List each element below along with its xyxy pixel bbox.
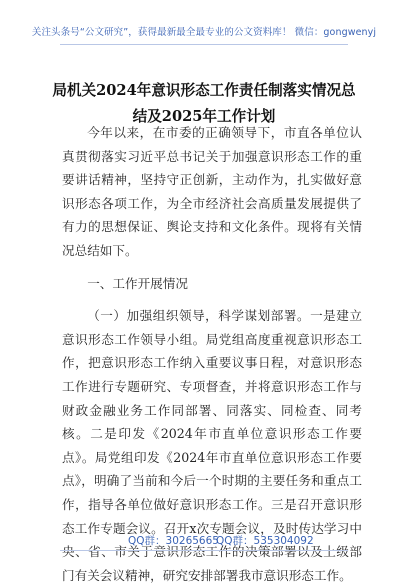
body-paragraph: （一）加强组织领导，科学谋划部署。一是建立意识形态工作领导小组。局党组高度重视意识形态工作，把意识形态工作纳入重要议事日程，对意识形态工作进行专题研究、专项督查，并将意识形态工作与财政金融业务工作同部署、同落实、同检查、同考核。二是印发《2024年市直单位意识形态工作要点》。局党组印发《2024年市直单位意识形态工作要点》，明确了当前和今后一个时期的主要任务和重点工作，指导各单位做好意识形态工作。三是召开意识形态工作专题会议。召开x次专题会议，及时传达学习中央、省、市关于意识形态工作的决策部署以及上级部门有关会议精神，研究安排部署我市意识形态工作。 xyxy=(62,308,362,583)
document-body xyxy=(62,121,362,587)
footer-divider xyxy=(60,550,348,551)
footer-qq-group-1: QQ群：30265665 xyxy=(128,535,219,547)
section-heading: 一、工作开展情况 xyxy=(87,275,188,291)
header-divider xyxy=(60,44,348,45)
intro-paragraph: 今年以来，在市委的正确领导下，市直各单位认真贯彻落实习近平总书记关于加强意识形态工作的重要讲话精神，坚持守正创新，主动作为，扎实做好意识形态各项工作，为全市经济社会高质量发展提供了有力的思想保证、舆论支持和文化条件。现将有关情况总结如下。 xyxy=(62,125,362,258)
footer-qq-group-2: QQ群：535304092 xyxy=(216,535,314,547)
header-banner: 关注头条号“公文研究”，获得最新最全最专业的公文资料库！ 微信：gongwenyj xyxy=(31,27,377,38)
document-title: 局机关2024年意识形态工作责任制落实情况总结及2025年工作计划 xyxy=(52,82,356,125)
